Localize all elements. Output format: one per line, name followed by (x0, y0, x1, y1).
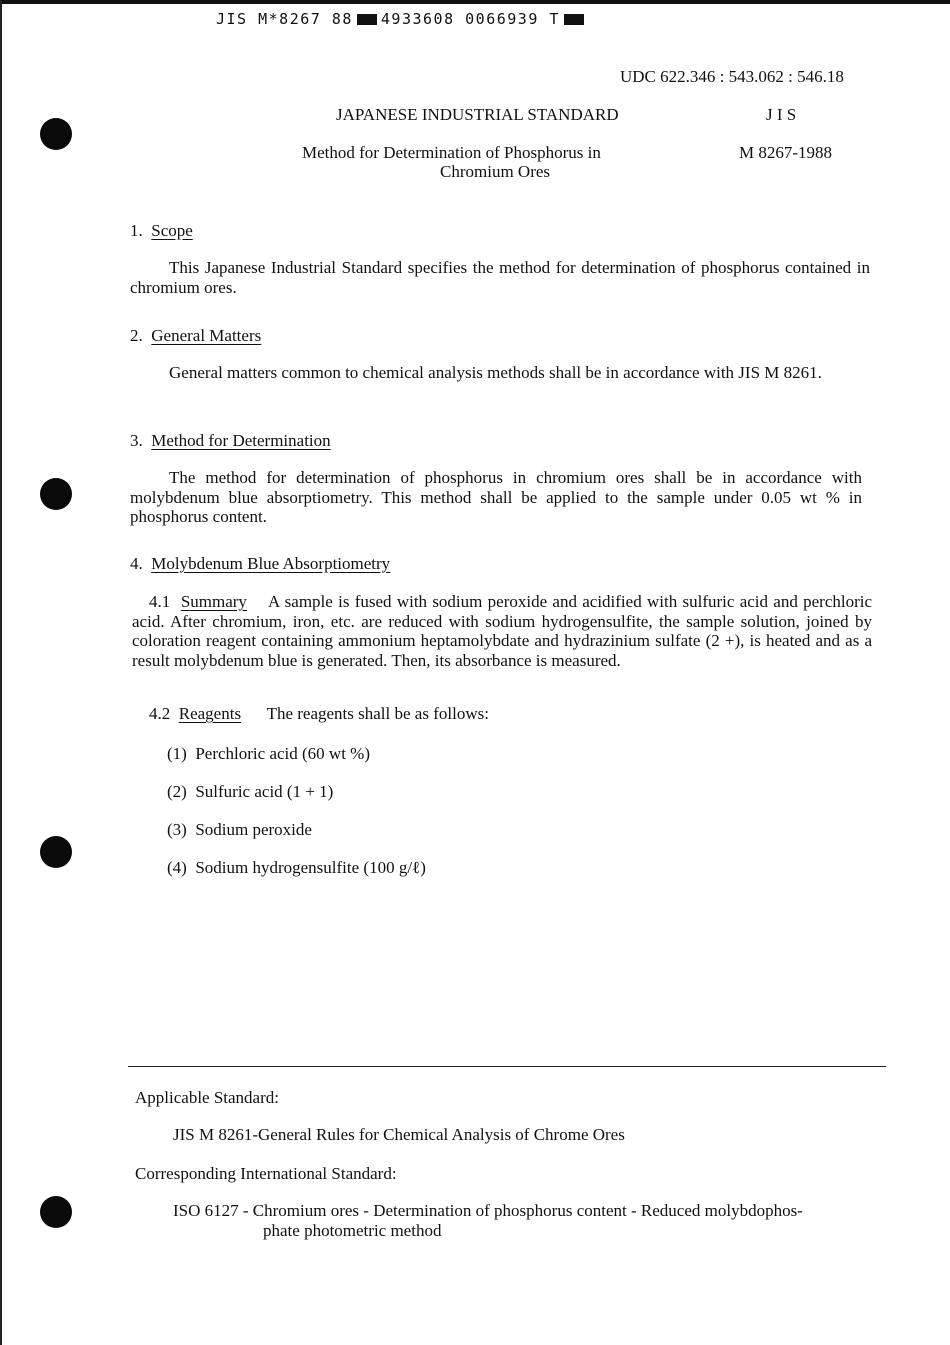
punch-hole (40, 478, 72, 510)
subsection-number: 4.1 (149, 592, 171, 611)
section-title: General Matters (151, 326, 262, 345)
subsection-title: Summary (180, 592, 247, 611)
section-title: Scope (151, 221, 193, 240)
reagent-name: Sodium hydrogensulfite (100 g/ℓ) (195, 858, 426, 877)
reagent-number: (3) (167, 820, 187, 839)
document-title-line2: Chromium Ores (440, 162, 551, 181)
reagent-item (167, 858, 426, 878)
standard-title: JAPANESE INDUSTRIAL STANDARD (336, 105, 619, 124)
section-number: 2. (130, 326, 143, 345)
section-2-text: General matters common to chemical analysis methods shall be in accordance with JIS M 8261. (169, 363, 822, 382)
corresponding-standard-label: Corresponding International Standard: (135, 1164, 397, 1183)
section-3-text: The method for determination of phosphorus in chromium ores shall be in accordance with molybdenum blue absorptiometry. This method shall be applied to the sample under 0.05 wt % in phosphorus content. (130, 468, 862, 526)
section-title: Molybdenum Blue Absorptiometry (151, 554, 391, 573)
section-2-heading (130, 326, 261, 346)
redaction-block (357, 14, 377, 25)
reagent-name: Sulfuric acid (1 + 1) (195, 782, 334, 801)
subsection-number: 4.2 (149, 704, 171, 723)
subsection-title: Reagents (178, 704, 242, 723)
applicable-standard-label: Applicable Standard: (135, 1088, 279, 1107)
punch-hole (40, 1196, 72, 1228)
reagent-item (167, 782, 333, 802)
iso-reference-line1: ISO 6127 - Chromium ores - Determination of phosphorus content - Reduced molybdophos- (173, 1201, 803, 1220)
reagent-item (167, 744, 370, 764)
section-number: 1. (130, 221, 143, 240)
document-title-line1: Method for Determination of Phosphorus in (302, 143, 601, 162)
redaction-block (564, 14, 584, 25)
reagent-name: Sodium peroxide (195, 820, 312, 839)
reagent-number: (1) (167, 744, 187, 763)
section-4-heading (130, 554, 390, 574)
reagents-intro: The reagents shall be as follows: (266, 704, 489, 723)
reagent-item (167, 820, 312, 840)
section-3-heading (130, 431, 331, 451)
section-1-text: This Japanese Industrial Standard specifies the method for determination of phosphorus contained in chromium ores. (130, 258, 870, 297)
jis-mark: J I S (766, 105, 797, 124)
udc-code: UDC 622.346 : 543.062 : 546.18 (620, 67, 844, 86)
summary-paragraph (132, 592, 872, 670)
header-code-left: JIS M*8267 88 (216, 10, 353, 28)
reagents-heading (149, 704, 489, 724)
section-1-heading (130, 221, 193, 241)
header-code-middle: 4933608 0066939 T (380, 10, 560, 28)
section-number: 4. (130, 554, 143, 573)
footer-divider (128, 1066, 886, 1067)
reagent-name: Perchloric acid (60 wt %) (195, 744, 370, 763)
punch-hole (40, 836, 72, 868)
reagent-number: (4) (167, 858, 187, 877)
applicable-standard-text: JIS M 8261-General Rules for Chemical Analysis of Chrome Ores (173, 1125, 625, 1144)
section-number: 3. (130, 431, 143, 450)
punch-hole (40, 118, 72, 150)
iso-reference-line2: phate photometric method (263, 1221, 442, 1240)
summary-text: A sample is fused with sodium peroxide and acidified with sulfuric acid and perchloric acid. After chromium, iron, etc. are reduced with sodium hydrogensulfite, the sample solution, joined by coloration reagent containing ammonium heptamolybdate and hydrazinium sulfate (2 +), is heated and as a result molybdenum blue is generated. Then, its absorbance is measured. (132, 592, 873, 670)
left-border (0, 0, 2, 1345)
section-title: Method for Determination (151, 431, 331, 450)
reagent-number: (2) (167, 782, 187, 801)
header-code (216, 10, 588, 28)
top-border (0, 0, 950, 4)
document-number: M 8267-1988 (739, 143, 833, 162)
